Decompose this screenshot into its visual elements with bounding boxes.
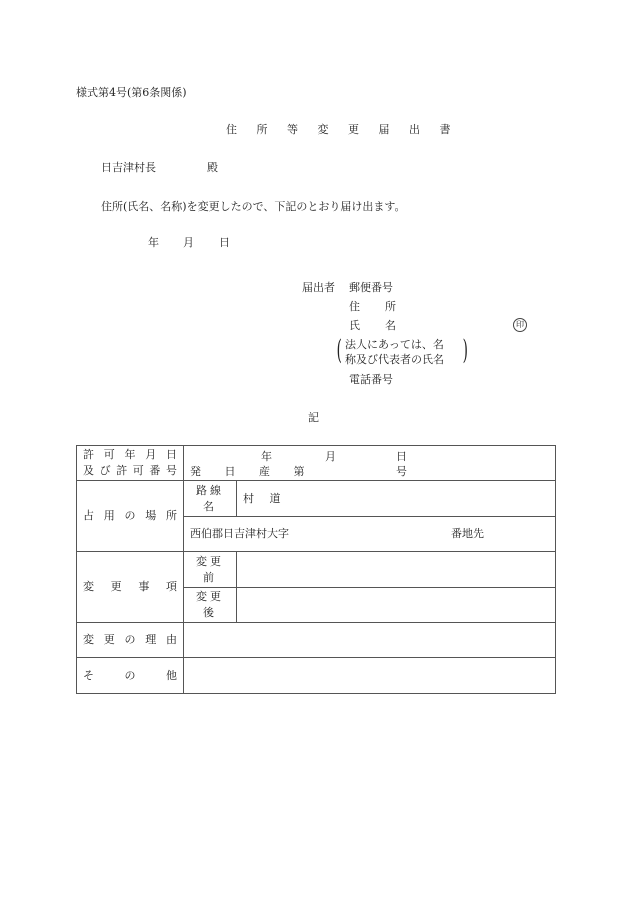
postal-code-label: 郵便番号 [349,281,393,294]
close-paren-icon: ) [462,335,468,366]
open-paren-icon: ( [336,335,342,366]
addressee-honorific: 殿 [207,161,218,174]
date-month: 月 [183,236,194,249]
location-label: 占用の場所 [83,509,177,523]
permit-number-prefix: 発 日 産 第 [190,465,315,478]
permit-month: 月 [325,450,336,463]
name-label-2: 名 [385,319,396,332]
table-row-reason [77,623,556,658]
record-heading: 記 [308,411,319,424]
permit-number-suffix: 号 [396,465,407,478]
applicant-label: 届出者 [302,281,335,294]
corporate-note-line1: 法人にあっては、名 [345,338,444,351]
other-label: その他 [83,668,177,682]
route-value-cell[interactable] [237,481,556,517]
phone-label: 電話番号 [349,373,393,386]
address-prefix: 西伯郡日吉津村大字 [190,527,289,540]
table-row-location-route [77,481,556,517]
seal-mark-icon: 印 [513,318,527,332]
document-title: 住 所 等 変 更 届 出 書 [226,123,459,136]
date-day: 日 [219,236,230,249]
address-suffix: 番地先 [451,527,484,540]
route-value: 村 道 [243,491,287,505]
before-value-cell[interactable] [237,552,556,588]
form-number: 様式第4号(第6条関係) [76,86,187,99]
before-label-cell: 変更前 [184,552,237,588]
permit-value-cell[interactable] [184,446,556,481]
after-value-cell[interactable] [237,588,556,623]
after-label-cell: 変更後 [184,588,237,623]
changes-label: 変更事項 [83,580,177,594]
route-label-cell: 路線名 [184,481,237,517]
reason-label-cell [77,623,184,658]
change-details-table [76,445,556,694]
table-row-change-before [77,552,556,588]
statement-text: 住所(氏名、名称)を変更したので、下記のとおり届け出ます。 [101,200,406,213]
table-row-other [77,658,556,694]
table-row-permit [77,446,556,481]
other-value-cell[interactable] [184,658,556,694]
address-label-2: 所 [385,300,396,313]
location-label-cell [77,481,184,552]
permit-label-line2: 及び許可番号 [83,464,177,477]
permit-label-line1: 許可年月日 [83,448,177,462]
permit-year: 年 [261,450,272,463]
date-year: 年 [148,236,159,249]
permit-day: 日 [396,450,407,463]
reason-label: 変更の理由 [83,633,177,647]
permit-label-cell [77,446,184,481]
name-label-1: 氏 [349,319,360,332]
reason-value-cell[interactable] [184,623,556,658]
other-label-cell [77,658,184,694]
address-label-1: 住 [349,300,360,313]
corporate-note-line2: 称及び代表者の氏名 [345,353,444,366]
address-value-cell[interactable] [184,517,556,552]
changes-label-cell [77,552,184,623]
addressee-name: 日吉津村長 [101,161,156,174]
